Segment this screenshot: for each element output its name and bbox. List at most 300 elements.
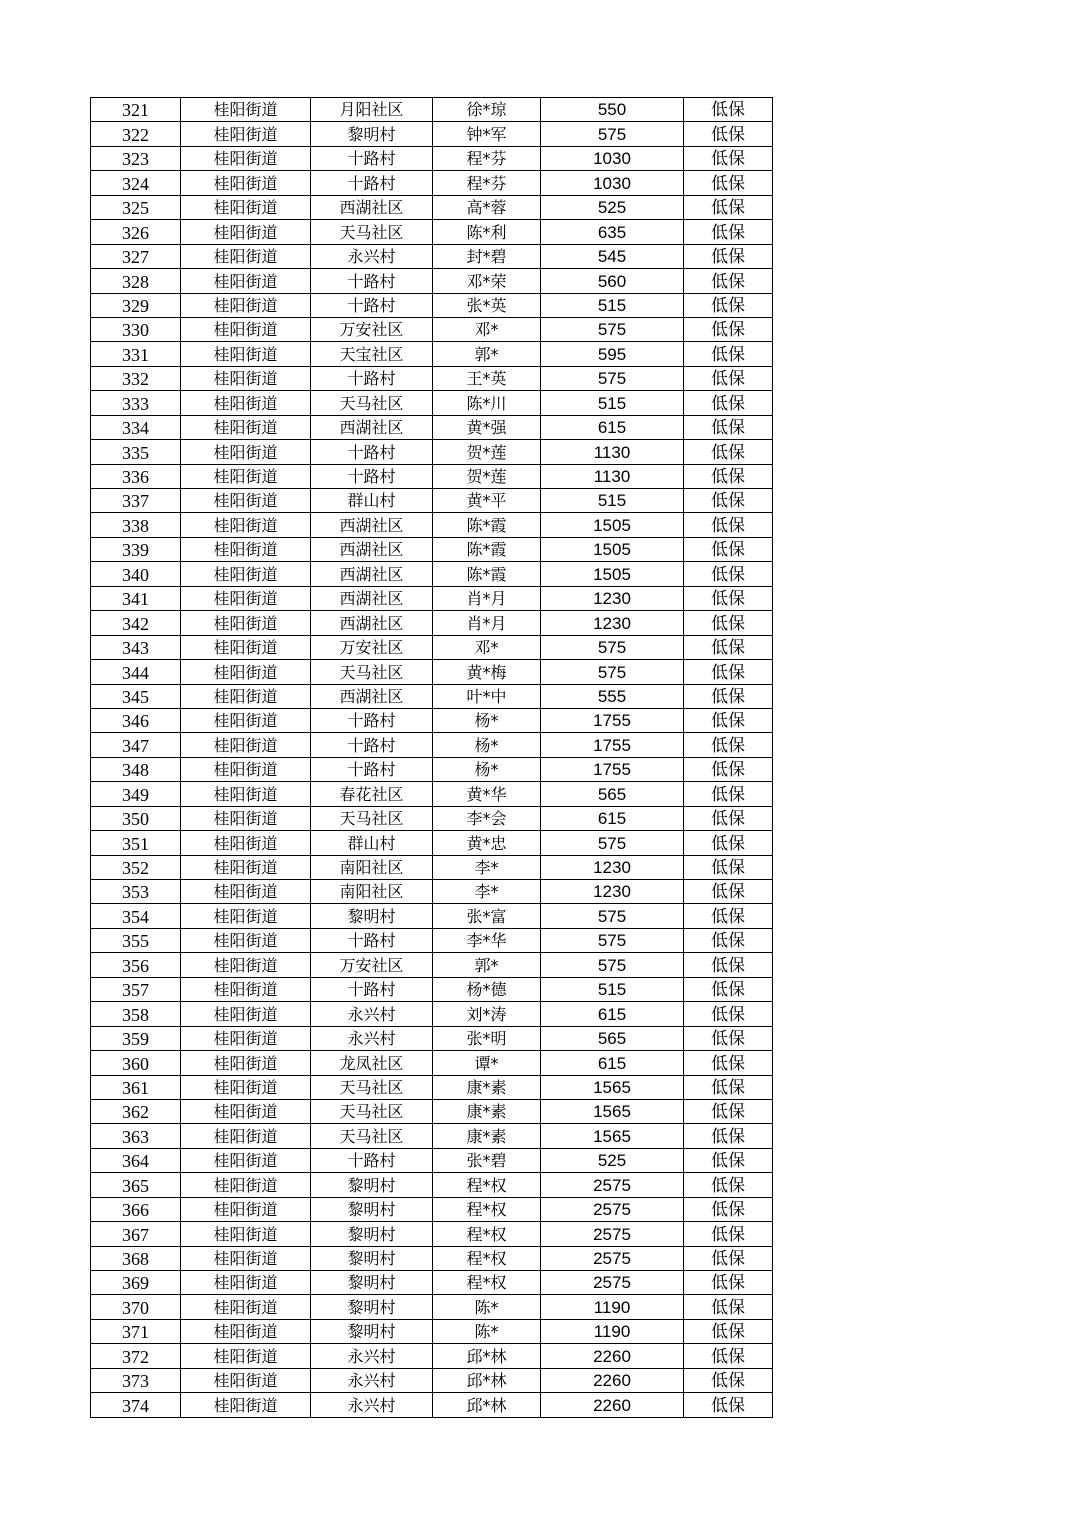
cell-amount: 2575: [541, 1246, 684, 1270]
table-row: [91, 1075, 773, 1099]
cell-community: 天马社区: [311, 1099, 433, 1123]
cell-amount: 595: [541, 342, 684, 366]
cell-amount: 1755: [541, 757, 684, 781]
cell-index: 357: [91, 977, 181, 1001]
cell-community: 西湖社区: [311, 513, 433, 537]
table-row: [91, 1344, 773, 1368]
cell-category: 低保: [684, 244, 773, 268]
cell-community: 十路村: [311, 1148, 433, 1172]
cell-community: 西湖社区: [311, 562, 433, 586]
cell-subdistrict: 桂阳街道: [181, 733, 311, 757]
cell-name: 陈*霞: [433, 513, 541, 537]
cell-name: 黄*忠: [433, 831, 541, 855]
cell-name: 李*华: [433, 928, 541, 952]
cell-community: 西湖社区: [311, 586, 433, 610]
cell-amount: 2260: [541, 1344, 684, 1368]
cell-subdistrict: 桂阳街道: [181, 537, 311, 561]
table-row: [91, 464, 773, 488]
cell-category: 低保: [684, 708, 773, 732]
table-row: [91, 684, 773, 708]
cell-category: 低保: [684, 317, 773, 341]
cell-index: 351: [91, 831, 181, 855]
cell-category: 低保: [684, 953, 773, 977]
cell-subdistrict: 桂阳街道: [181, 1148, 311, 1172]
cell-index: 335: [91, 440, 181, 464]
cell-amount: 1230: [541, 586, 684, 610]
cell-category: 低保: [684, 1197, 773, 1221]
cell-name: 谭*: [433, 1051, 541, 1075]
cell-amount: 525: [541, 1148, 684, 1172]
cell-community: 十路村: [311, 293, 433, 317]
table-row: [91, 586, 773, 610]
cell-category: 低保: [684, 757, 773, 781]
cell-index: 324: [91, 171, 181, 195]
table-row: [91, 1222, 773, 1246]
cell-community: 西湖社区: [311, 415, 433, 439]
cell-name: 陈*霞: [433, 562, 541, 586]
cell-index: 372: [91, 1344, 181, 1368]
cell-community: 群山村: [311, 489, 433, 513]
cell-name: 叶*中: [433, 684, 541, 708]
cell-index: 365: [91, 1173, 181, 1197]
cell-amount: 2575: [541, 1197, 684, 1221]
cell-amount: 575: [541, 904, 684, 928]
cell-category: 低保: [684, 1319, 773, 1343]
cell-community: 黎明村: [311, 904, 433, 928]
cell-name: 李*: [433, 880, 541, 904]
cell-name: 封*碧: [433, 244, 541, 268]
cell-category: 低保: [684, 611, 773, 635]
cell-name: 黄*平: [433, 489, 541, 513]
cell-subdistrict: 桂阳街道: [181, 1124, 311, 1148]
cell-name: 黄*梅: [433, 660, 541, 684]
cell-name: 张*明: [433, 1026, 541, 1050]
cell-community: 黎明村: [311, 1173, 433, 1197]
cell-index: 374: [91, 1393, 181, 1417]
cell-index: 340: [91, 562, 181, 586]
cell-community: 十路村: [311, 708, 433, 732]
cell-amount: 615: [541, 1002, 684, 1026]
cell-community: 黎明村: [311, 122, 433, 146]
cell-amount: 1565: [541, 1075, 684, 1099]
cell-name: 程*权: [433, 1246, 541, 1270]
cell-index: 345: [91, 684, 181, 708]
table-row: [91, 1295, 773, 1319]
cell-subdistrict: 桂阳街道: [181, 391, 311, 415]
cell-category: 低保: [684, 366, 773, 390]
cell-name: 郭*: [433, 342, 541, 366]
cell-community: 南阳社区: [311, 855, 433, 879]
cell-community: 天马社区: [311, 1124, 433, 1148]
cell-name: 钟*军: [433, 122, 541, 146]
cell-subdistrict: 桂阳街道: [181, 1295, 311, 1319]
cell-subdistrict: 桂阳街道: [181, 317, 311, 341]
cell-subdistrict: 桂阳街道: [181, 1393, 311, 1417]
cell-community: 十路村: [311, 733, 433, 757]
cell-subdistrict: 桂阳街道: [181, 1368, 311, 1392]
cell-subdistrict: 桂阳街道: [181, 146, 311, 170]
cell-index: 364: [91, 1148, 181, 1172]
table-row: [91, 928, 773, 952]
cell-index: 363: [91, 1124, 181, 1148]
table-row: [91, 220, 773, 244]
cell-subdistrict: 桂阳街道: [181, 195, 311, 219]
cell-index: 353: [91, 880, 181, 904]
table-row: [91, 855, 773, 879]
cell-community: 西湖社区: [311, 684, 433, 708]
cell-category: 低保: [684, 464, 773, 488]
cell-index: 346: [91, 708, 181, 732]
cell-name: 陈*: [433, 1295, 541, 1319]
table-row: [91, 733, 773, 757]
cell-amount: 1030: [541, 171, 684, 195]
cell-category: 低保: [684, 880, 773, 904]
cell-subdistrict: 桂阳街道: [181, 171, 311, 195]
cell-community: 天马社区: [311, 1075, 433, 1099]
cell-community: 永兴村: [311, 1368, 433, 1392]
cell-index: 325: [91, 195, 181, 219]
cell-subdistrict: 桂阳街道: [181, 660, 311, 684]
cell-index: 334: [91, 415, 181, 439]
cell-amount: 575: [541, 831, 684, 855]
table-row: [91, 440, 773, 464]
cell-category: 低保: [684, 146, 773, 170]
cell-category: 低保: [684, 1148, 773, 1172]
cell-category: 低保: [684, 1051, 773, 1075]
cell-category: 低保: [684, 660, 773, 684]
cell-subdistrict: 桂阳街道: [181, 1319, 311, 1343]
cell-name: 程*权: [433, 1271, 541, 1295]
cell-community: 天马社区: [311, 660, 433, 684]
cell-community: 黎明村: [311, 1222, 433, 1246]
cell-index: 358: [91, 1002, 181, 1026]
cell-index: 343: [91, 635, 181, 659]
cell-amount: 2575: [541, 1222, 684, 1246]
table-row: [91, 1051, 773, 1075]
cell-amount: 2260: [541, 1368, 684, 1392]
cell-community: 十路村: [311, 928, 433, 952]
table-row: [91, 366, 773, 390]
cell-amount: 1230: [541, 611, 684, 635]
table-row: [91, 391, 773, 415]
table-row: [91, 708, 773, 732]
cell-amount: 515: [541, 391, 684, 415]
cell-subdistrict: 桂阳街道: [181, 269, 311, 293]
cell-community: 十路村: [311, 464, 433, 488]
cell-category: 低保: [684, 782, 773, 806]
cell-category: 低保: [684, 1393, 773, 1417]
cell-name: 高*蓉: [433, 195, 541, 219]
cell-community: 十路村: [311, 440, 433, 464]
cell-category: 低保: [684, 977, 773, 1001]
cell-category: 低保: [684, 855, 773, 879]
cell-amount: 575: [541, 122, 684, 146]
table-row: [91, 317, 773, 341]
cell-category: 低保: [684, 1002, 773, 1026]
cell-name: 杨*德: [433, 977, 541, 1001]
table-row: [91, 635, 773, 659]
cell-category: 低保: [684, 195, 773, 219]
cell-community: 西湖社区: [311, 195, 433, 219]
cell-amount: 2260: [541, 1393, 684, 1417]
cell-amount: 615: [541, 1051, 684, 1075]
cell-amount: 515: [541, 977, 684, 1001]
cell-name: 陈*利: [433, 220, 541, 244]
table-row: [91, 1246, 773, 1270]
cell-category: 低保: [684, 733, 773, 757]
table-row: [91, 293, 773, 317]
cell-subdistrict: 桂阳街道: [181, 415, 311, 439]
cell-community: 南阳社区: [311, 880, 433, 904]
cell-name: 杨*: [433, 733, 541, 757]
cell-subdistrict: 桂阳街道: [181, 122, 311, 146]
cell-index: 337: [91, 489, 181, 513]
cell-name: 杨*: [433, 708, 541, 732]
table-row: [91, 1026, 773, 1050]
table-row: [91, 977, 773, 1001]
cell-community: 十路村: [311, 171, 433, 195]
cell-name: 张*英: [433, 293, 541, 317]
cell-name: 李*会: [433, 806, 541, 830]
table-row: [91, 1148, 773, 1172]
cell-amount: 575: [541, 660, 684, 684]
cell-category: 低保: [684, 98, 773, 122]
table-row: [91, 537, 773, 561]
cell-amount: 1230: [541, 880, 684, 904]
cell-index: 361: [91, 1075, 181, 1099]
cell-category: 低保: [684, 806, 773, 830]
cell-amount: 635: [541, 220, 684, 244]
cell-subdistrict: 桂阳街道: [181, 220, 311, 244]
cell-name: 邓*: [433, 317, 541, 341]
cell-index: 323: [91, 146, 181, 170]
cell-index: 342: [91, 611, 181, 635]
table-row: [91, 782, 773, 806]
cell-subdistrict: 桂阳街道: [181, 757, 311, 781]
cell-subdistrict: 桂阳街道: [181, 684, 311, 708]
cell-name: 李*: [433, 855, 541, 879]
cell-name: 邱*林: [433, 1368, 541, 1392]
cell-community: 万安社区: [311, 317, 433, 341]
cell-index: 362: [91, 1099, 181, 1123]
cell-name: 程*芬: [433, 171, 541, 195]
cell-name: 肖*月: [433, 611, 541, 635]
table-row: [91, 513, 773, 537]
cell-category: 低保: [684, 831, 773, 855]
table-row: [91, 342, 773, 366]
table-row: [91, 244, 773, 268]
cell-index: 322: [91, 122, 181, 146]
cell-index: 341: [91, 586, 181, 610]
cell-index: 373: [91, 1368, 181, 1392]
cell-amount: 545: [541, 244, 684, 268]
cell-index: 338: [91, 513, 181, 537]
cell-category: 低保: [684, 1075, 773, 1099]
table-row: [91, 660, 773, 684]
table-row: [91, 562, 773, 586]
cell-community: 十路村: [311, 757, 433, 781]
cell-subdistrict: 桂阳街道: [181, 1271, 311, 1295]
table-row: [91, 611, 773, 635]
cell-amount: 1230: [541, 855, 684, 879]
cell-index: 336: [91, 464, 181, 488]
cell-index: 339: [91, 537, 181, 561]
cell-index: 371: [91, 1319, 181, 1343]
cell-name: 徐*琼: [433, 98, 541, 122]
cell-amount: 1755: [541, 733, 684, 757]
table-row: [91, 146, 773, 170]
cell-amount: 550: [541, 98, 684, 122]
table-row: [91, 953, 773, 977]
cell-name: 陈*霞: [433, 537, 541, 561]
cell-subdistrict: 桂阳街道: [181, 1197, 311, 1221]
table-row: [91, 1197, 773, 1221]
cell-name: 肖*月: [433, 586, 541, 610]
cell-subdistrict: 桂阳街道: [181, 464, 311, 488]
cell-subdistrict: 桂阳街道: [181, 806, 311, 830]
cell-amount: 2575: [541, 1173, 684, 1197]
cell-category: 低保: [684, 928, 773, 952]
cell-subdistrict: 桂阳街道: [181, 586, 311, 610]
cell-category: 低保: [684, 122, 773, 146]
cell-subdistrict: 桂阳街道: [181, 489, 311, 513]
cell-index: 366: [91, 1197, 181, 1221]
table-row: [91, 1124, 773, 1148]
cell-amount: 555: [541, 684, 684, 708]
cell-subdistrict: 桂阳街道: [181, 342, 311, 366]
cell-community: 永兴村: [311, 1344, 433, 1368]
cell-amount: 1565: [541, 1124, 684, 1148]
cell-subdistrict: 桂阳街道: [181, 244, 311, 268]
cell-subdistrict: 桂阳街道: [181, 1026, 311, 1050]
cell-category: 低保: [684, 562, 773, 586]
cell-amount: 1505: [541, 562, 684, 586]
cell-name: 邱*林: [433, 1393, 541, 1417]
cell-name: 张*富: [433, 904, 541, 928]
cell-index: 350: [91, 806, 181, 830]
cell-community: 黎明村: [311, 1197, 433, 1221]
cell-name: 康*素: [433, 1099, 541, 1123]
cell-subdistrict: 桂阳街道: [181, 1246, 311, 1270]
cell-name: 邱*林: [433, 1344, 541, 1368]
cell-category: 低保: [684, 1295, 773, 1319]
table-body: [91, 98, 773, 1418]
cell-index: 352: [91, 855, 181, 879]
cell-index: 329: [91, 293, 181, 317]
cell-index: 368: [91, 1246, 181, 1270]
cell-index: 348: [91, 757, 181, 781]
cell-community: 黎明村: [311, 1246, 433, 1270]
cell-community: 永兴村: [311, 1393, 433, 1417]
cell-index: 349: [91, 782, 181, 806]
cell-category: 低保: [684, 391, 773, 415]
cell-name: 郭*: [433, 953, 541, 977]
cell-category: 低保: [684, 1368, 773, 1392]
cell-name: 张*碧: [433, 1148, 541, 1172]
cell-subdistrict: 桂阳街道: [181, 366, 311, 390]
cell-index: 328: [91, 269, 181, 293]
cell-category: 低保: [684, 904, 773, 928]
cell-category: 低保: [684, 537, 773, 561]
cell-index: 355: [91, 928, 181, 952]
cell-subdistrict: 桂阳街道: [181, 440, 311, 464]
cell-subdistrict: 桂阳街道: [181, 1344, 311, 1368]
cell-amount: 1030: [541, 146, 684, 170]
cell-subdistrict: 桂阳街道: [181, 708, 311, 732]
cell-category: 低保: [684, 342, 773, 366]
cell-index: 332: [91, 366, 181, 390]
cell-subdistrict: 桂阳街道: [181, 928, 311, 952]
cell-amount: 525: [541, 195, 684, 219]
table-row: [91, 1173, 773, 1197]
cell-index: 370: [91, 1295, 181, 1319]
cell-community: 黎明村: [311, 1295, 433, 1319]
cell-index: 360: [91, 1051, 181, 1075]
cell-amount: 1190: [541, 1319, 684, 1343]
cell-name: 程*权: [433, 1197, 541, 1221]
cell-community: 西湖社区: [311, 537, 433, 561]
cell-amount: 1505: [541, 537, 684, 561]
cell-subdistrict: 桂阳街道: [181, 1075, 311, 1099]
cell-subdistrict: 桂阳街道: [181, 953, 311, 977]
cell-index: 359: [91, 1026, 181, 1050]
table-row: [91, 269, 773, 293]
cell-amount: 575: [541, 317, 684, 341]
cell-index: 347: [91, 733, 181, 757]
cell-name: 康*素: [433, 1124, 541, 1148]
cell-index: 330: [91, 317, 181, 341]
cell-amount: 575: [541, 366, 684, 390]
cell-subdistrict: 桂阳街道: [181, 1222, 311, 1246]
table-row: [91, 904, 773, 928]
cell-subdistrict: 桂阳街道: [181, 782, 311, 806]
cell-community: 永兴村: [311, 244, 433, 268]
table-row: [91, 757, 773, 781]
cell-community: 黎明村: [311, 1319, 433, 1343]
table-row: [91, 122, 773, 146]
cell-subdistrict: 桂阳街道: [181, 880, 311, 904]
cell-amount: 575: [541, 953, 684, 977]
cell-subdistrict: 桂阳街道: [181, 293, 311, 317]
cell-category: 低保: [684, 1246, 773, 1270]
cell-index: 354: [91, 904, 181, 928]
table-row: [91, 415, 773, 439]
cell-amount: 615: [541, 415, 684, 439]
cell-name: 邓*: [433, 635, 541, 659]
cell-category: 低保: [684, 489, 773, 513]
cell-amount: 565: [541, 782, 684, 806]
cell-index: 369: [91, 1271, 181, 1295]
cell-subdistrict: 桂阳街道: [181, 635, 311, 659]
data-table: [90, 97, 773, 1418]
cell-community: 群山村: [311, 831, 433, 855]
cell-amount: 1130: [541, 440, 684, 464]
cell-amount: 1505: [541, 513, 684, 537]
table-row: [91, 831, 773, 855]
cell-category: 低保: [684, 1222, 773, 1246]
cell-index: 321: [91, 98, 181, 122]
cell-category: 低保: [684, 586, 773, 610]
table-row: [91, 98, 773, 122]
cell-community: 天马社区: [311, 220, 433, 244]
cell-amount: 515: [541, 293, 684, 317]
cell-amount: 615: [541, 806, 684, 830]
cell-category: 低保: [684, 220, 773, 244]
cell-index: 327: [91, 244, 181, 268]
cell-amount: 560: [541, 269, 684, 293]
cell-subdistrict: 桂阳街道: [181, 904, 311, 928]
cell-name: 贺*莲: [433, 440, 541, 464]
